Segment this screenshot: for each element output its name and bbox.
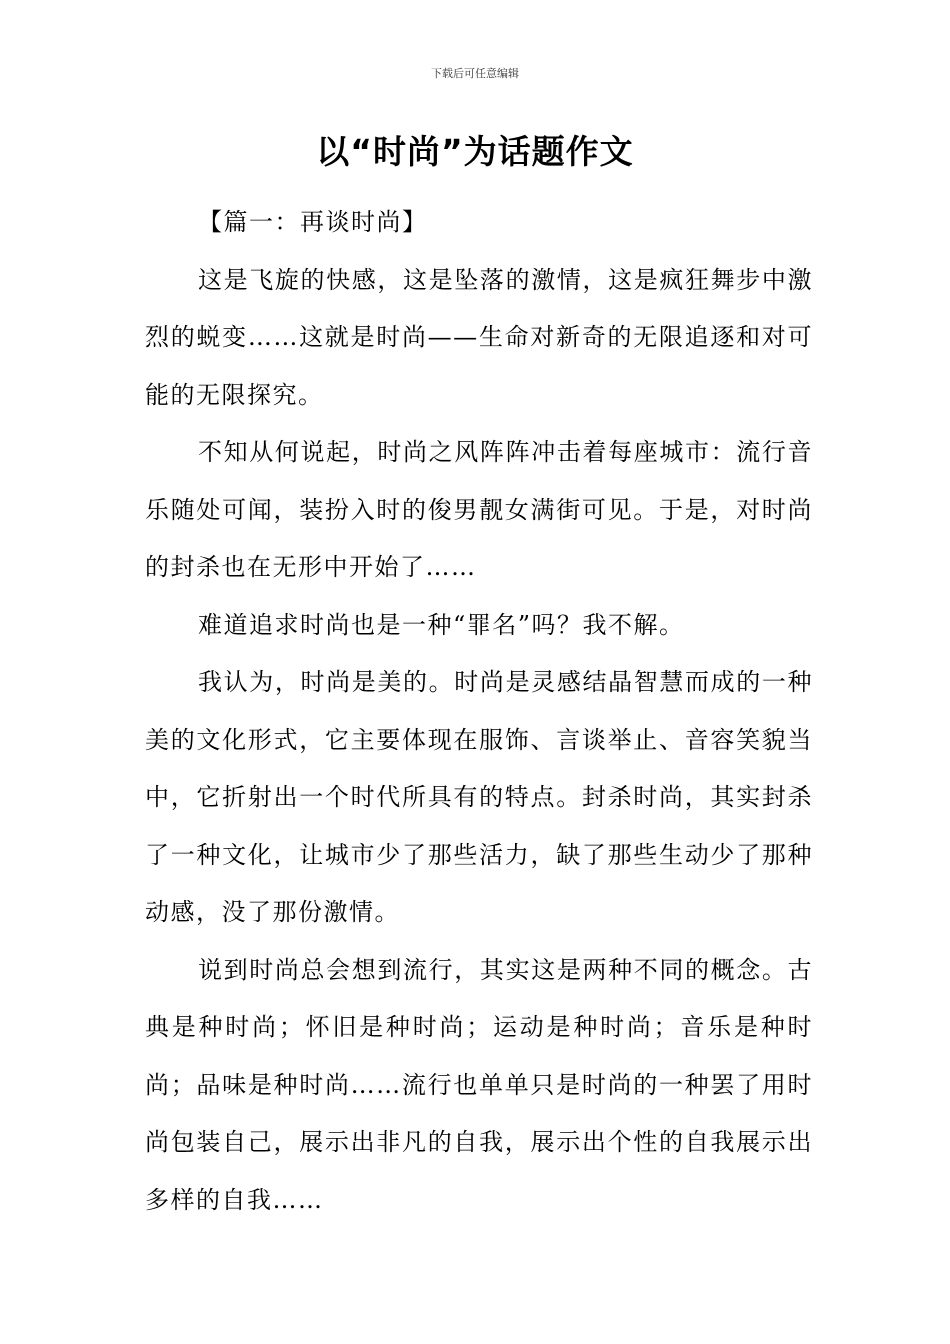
paragraph: 我认为，时尚是美的。时尚是灵感结晶智慧而成的一种美的文化形式，它主要体现在服饰、言谈举止、音容笑貌当中，它折射出一个时代所具有的特点。封杀时尚，其实封杀了一种文化，让城市少了那些活力，缺了那些生动少了那种动感，没了那份激情。 [145, 668, 813, 926]
section-label: 【篇一：再谈时尚】 [198, 208, 428, 236]
paragraph: 这是飞旋的快感，这是坠落的激情，这是疯狂舞步中激烈的蜕变……这就是时尚——生命对新奇的无限追逐和对可能的无限探究。 [145, 265, 813, 409]
document-title: 以“时尚”为话题作文 [316, 132, 634, 171]
page-header-note: 下载后可任意编辑 [431, 67, 519, 80]
paragraph: 不知从何说起，时尚之风阵阵冲击着每座城市：流行音乐随处可闻，装扮入时的俊男靓女满街可见。于是，对时尚的封杀也在无形中开始了…… [145, 438, 813, 581]
paragraph: 难道追求时尚也是一种“罪名”吗？我不解。 [198, 610, 685, 639]
paragraph: 说到时尚总会想到流行，其实这是两种不同的概念。古典是种时尚；怀旧是种时尚；运动是种时尚；音乐是种时尚；品味是种时尚……流行也单单只是时尚的一种罢了用时尚包装自己，展示出非凡的自我，展示出个性的自我展示出多样的自我…… [145, 955, 813, 1214]
document-body [145, 194, 813, 1229]
